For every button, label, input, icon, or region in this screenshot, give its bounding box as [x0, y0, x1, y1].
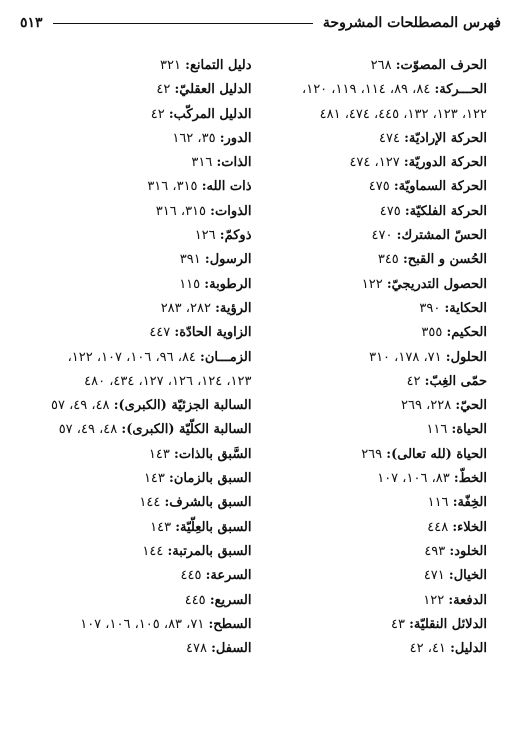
index-entry [16, 516, 252, 540]
index-pages: ٤٤٨ [427, 519, 449, 535]
index-entry [16, 54, 252, 78]
index-column-right [262, 54, 508, 661]
index-term: الحكيم: [446, 325, 487, 341]
index-entry [262, 127, 488, 151]
index-pages: ٤٤٥ [184, 592, 206, 608]
index-entry [262, 637, 488, 661]
index-entry [16, 248, 252, 272]
index-term: الذوات: [210, 203, 252, 219]
index-pages: ١٢٢ [361, 276, 383, 292]
index-entry [262, 418, 488, 442]
index-term: الدلائل النقليّة: [409, 616, 487, 632]
index-pages: ٢٦٩ [361, 446, 383, 462]
index-term: دليل التمانع: [185, 58, 252, 73]
index-pages: ٤٧٥ [379, 203, 401, 219]
index-entry [16, 467, 252, 491]
index-pages: ٣١٥، ٣١٦ [155, 203, 207, 219]
index-entry [16, 589, 252, 613]
index-pages: ٤٣ [391, 616, 405, 632]
index-term: السطح: [208, 616, 252, 632]
index-entry [262, 589, 488, 613]
index-term: الحُسن و القبح: [402, 252, 487, 268]
index-term: الخِفّة: [452, 495, 487, 511]
index-pages: ٣١٦ [191, 155, 213, 171]
index-entry [16, 200, 252, 224]
index-term: الرسول: [204, 252, 252, 268]
index-term: الدليل: [450, 641, 487, 657]
index-entry [16, 540, 252, 564]
index-entry [262, 151, 488, 175]
index-entry [16, 273, 252, 297]
index-term: الحركة الفلكيّة: [404, 203, 487, 219]
index-term: السبق بالشرف: [164, 495, 252, 511]
index-term: السبق بالمرتبة: [167, 543, 252, 559]
index-entry [262, 273, 488, 297]
index-entry [262, 564, 488, 588]
index-pages: ٤٧١ [423, 568, 445, 584]
index-entry [262, 78, 488, 102]
index-term: الحركة الإراديّة: [404, 130, 487, 146]
index-term: الحيّ: [455, 398, 487, 414]
index-term: الدليل العقليّ: [174, 82, 252, 98]
index-term: الحصول التدريجيّ: [386, 276, 487, 292]
index-entry [262, 540, 488, 564]
page-number: ٥١٣ [20, 15, 43, 31]
index-entry [262, 516, 488, 540]
index-term: الحسّ المشترك: [396, 228, 487, 244]
index-pages: ٢٦٨ [370, 58, 392, 73]
index-term: الخيال: [448, 568, 487, 584]
index-pages: ٨٤، ٩٦، ١٠٦، ١٠٧، ١٢٢، [67, 349, 196, 365]
index-pages: ٤٧٨ [186, 641, 207, 657]
index-entry [262, 297, 488, 321]
index-pages: ٣١٥، ٣١٦ [147, 179, 198, 195]
index-entry [16, 613, 252, 637]
index-entry [16, 78, 252, 102]
index-pages: ٤٧٥ [368, 179, 390, 195]
index-term: السبق بالعِلّيّة: [175, 519, 252, 535]
index-term: السرعة: [205, 568, 252, 584]
index-entry [16, 175, 252, 199]
index-pages: ٧١، ١٧٨، ٣١٠ [369, 349, 442, 365]
index-entry [262, 54, 488, 78]
index-pages: ٣٢١ [160, 58, 181, 73]
index-entry [16, 297, 252, 321]
index-pages: ٤٧٤ [378, 130, 400, 146]
index-entry [16, 224, 252, 248]
index-term: الذات: [216, 155, 252, 171]
index-pages: ٣٥٥ [421, 325, 443, 341]
index-pages: ٣٩٠ [419, 300, 441, 316]
index-entry [262, 321, 488, 345]
index-entry [262, 370, 488, 394]
index-entry [262, 613, 488, 637]
index-pages: ٤٧٠ [371, 228, 393, 244]
index-entry [262, 346, 488, 370]
index-entry [16, 151, 252, 175]
index-pages: ٤١، ٤٢ [409, 641, 446, 657]
index-term: الدليل المركّب: [168, 106, 252, 122]
index-pages: ١٤٣ [143, 471, 165, 487]
index-entry [16, 321, 252, 345]
index-pages: ١٢٧، ٤٧٤ [349, 155, 400, 171]
index-pages: ٨٣، ١٠٦، ١٠٧ [377, 471, 450, 487]
index-term: السبق بالزمان: [169, 471, 252, 487]
index-pages: ١٤٣ [150, 519, 172, 535]
index-pages: ٤٤٥ [180, 568, 202, 584]
index-entry [16, 564, 252, 588]
index-pages: ٤٢ [156, 82, 171, 98]
index-entry [262, 394, 488, 418]
index-pages: ٤٤٧ [149, 325, 171, 341]
index-entry [262, 200, 488, 224]
index-term: الدفعة: [448, 592, 487, 608]
index-term: الرطوبة: [204, 276, 252, 292]
running-header [20, 12, 501, 34]
index-pages: ١١٥ [179, 276, 201, 292]
index-pages: ١٢٢، ١٢٣، ١٣٢، ٤٤٥، ٤٧٤، ٤٨١ [319, 106, 487, 122]
index-term: الخلاء: [452, 519, 487, 535]
index-entry [262, 224, 488, 248]
index-term: الرؤية: [215, 300, 252, 316]
index-entry [16, 394, 252, 418]
index-pages: ٤٨، ٤٩، ٥٧ [50, 398, 110, 414]
index-pages: ١١٦ [427, 495, 449, 511]
index-term: السَّبق بالذات: [174, 446, 252, 462]
index-term: ذوكمّ: [219, 228, 252, 244]
index-term: السالبة الكلّيّة (الكبرى): [121, 422, 252, 438]
index-entry [262, 491, 488, 515]
index-term: الدور: [219, 130, 252, 146]
index-pages: ١٢٣، ١٢٤، ١٢٦، ١٢٧، ٤٣٤، ٤٨٠ [84, 373, 252, 389]
index-pages: ١٢٢ [423, 592, 445, 608]
index-pages: ٢٢٨، ٢٦٩ [401, 398, 452, 414]
index-pages: ٤٢ [150, 106, 165, 122]
index-term: الحكاية: [444, 300, 487, 316]
index-pages: ٢٨٢، ٢٨٣ [160, 300, 211, 316]
index-term: السفل: [211, 641, 252, 657]
index-pages: ٧١، ٨٣، ١٠٥، ١٠٦، ١٠٧ [80, 616, 205, 632]
index-pages: ١٢٦ [194, 228, 216, 244]
index-pages: ٨٤، ٨٩، ١١٤، ١١٩، ١٢٠، [302, 82, 431, 98]
index-pages: ٤٩٣ [424, 543, 446, 559]
index-term: السالبة الجزئيّة (الكبرى): [113, 398, 252, 414]
index-term: الخلود: [449, 543, 487, 559]
index-pages: ٤٢ [406, 373, 421, 389]
index-term: السريع: [209, 592, 252, 608]
index-entry [16, 491, 252, 515]
index-entry [16, 370, 252, 394]
index-entry [16, 637, 252, 661]
index-entry [16, 127, 252, 151]
index-pages: ١٤٤ [139, 495, 161, 511]
index-term: الحرف المصوّت: [395, 58, 487, 73]
index-term: حمّى الغِبّ: [424, 373, 487, 389]
index-term: الزاوية الحادّة: [174, 325, 252, 341]
index-term: الزمـــان: [200, 349, 252, 365]
index-term: ذات الله: [201, 179, 252, 195]
index-term: الحركة الدوريّة: [403, 155, 487, 171]
index-entry [262, 103, 488, 127]
index-pages: ٣٩١ [179, 252, 201, 268]
index-pages: ٣٤٥ [377, 252, 399, 268]
index-term: الحركة السماويّة: [393, 179, 487, 195]
index-entry [16, 103, 252, 127]
index-term: الحياة (لله تعالى): [386, 446, 487, 462]
index-entry [262, 175, 488, 199]
index-pages: ١١٦ [426, 422, 448, 438]
index-term: الحـــركة: [434, 82, 487, 98]
index-entry [262, 443, 488, 467]
index-term: الحلول: [445, 349, 487, 365]
index-column-left [16, 54, 262, 661]
index-entry [262, 248, 488, 272]
index-columns [16, 54, 507, 661]
index-pages: ١٤٣ [148, 446, 170, 462]
index-entry [16, 443, 252, 467]
index-pages: ٤٨، ٤٩، ٥٧ [58, 422, 118, 438]
index-term: الحياة: [451, 422, 487, 438]
index-entry [262, 467, 488, 491]
header-rule [53, 23, 313, 24]
index-entry [16, 418, 252, 442]
index-term: الخطّ: [453, 471, 487, 487]
index-pages: ١٤٤ [142, 543, 164, 559]
index-pages: ٣٥، ١٦٢ [172, 130, 216, 146]
index-entry [16, 346, 252, 370]
running-title: فهرس المصطلحات المشروحة [322, 15, 501, 31]
